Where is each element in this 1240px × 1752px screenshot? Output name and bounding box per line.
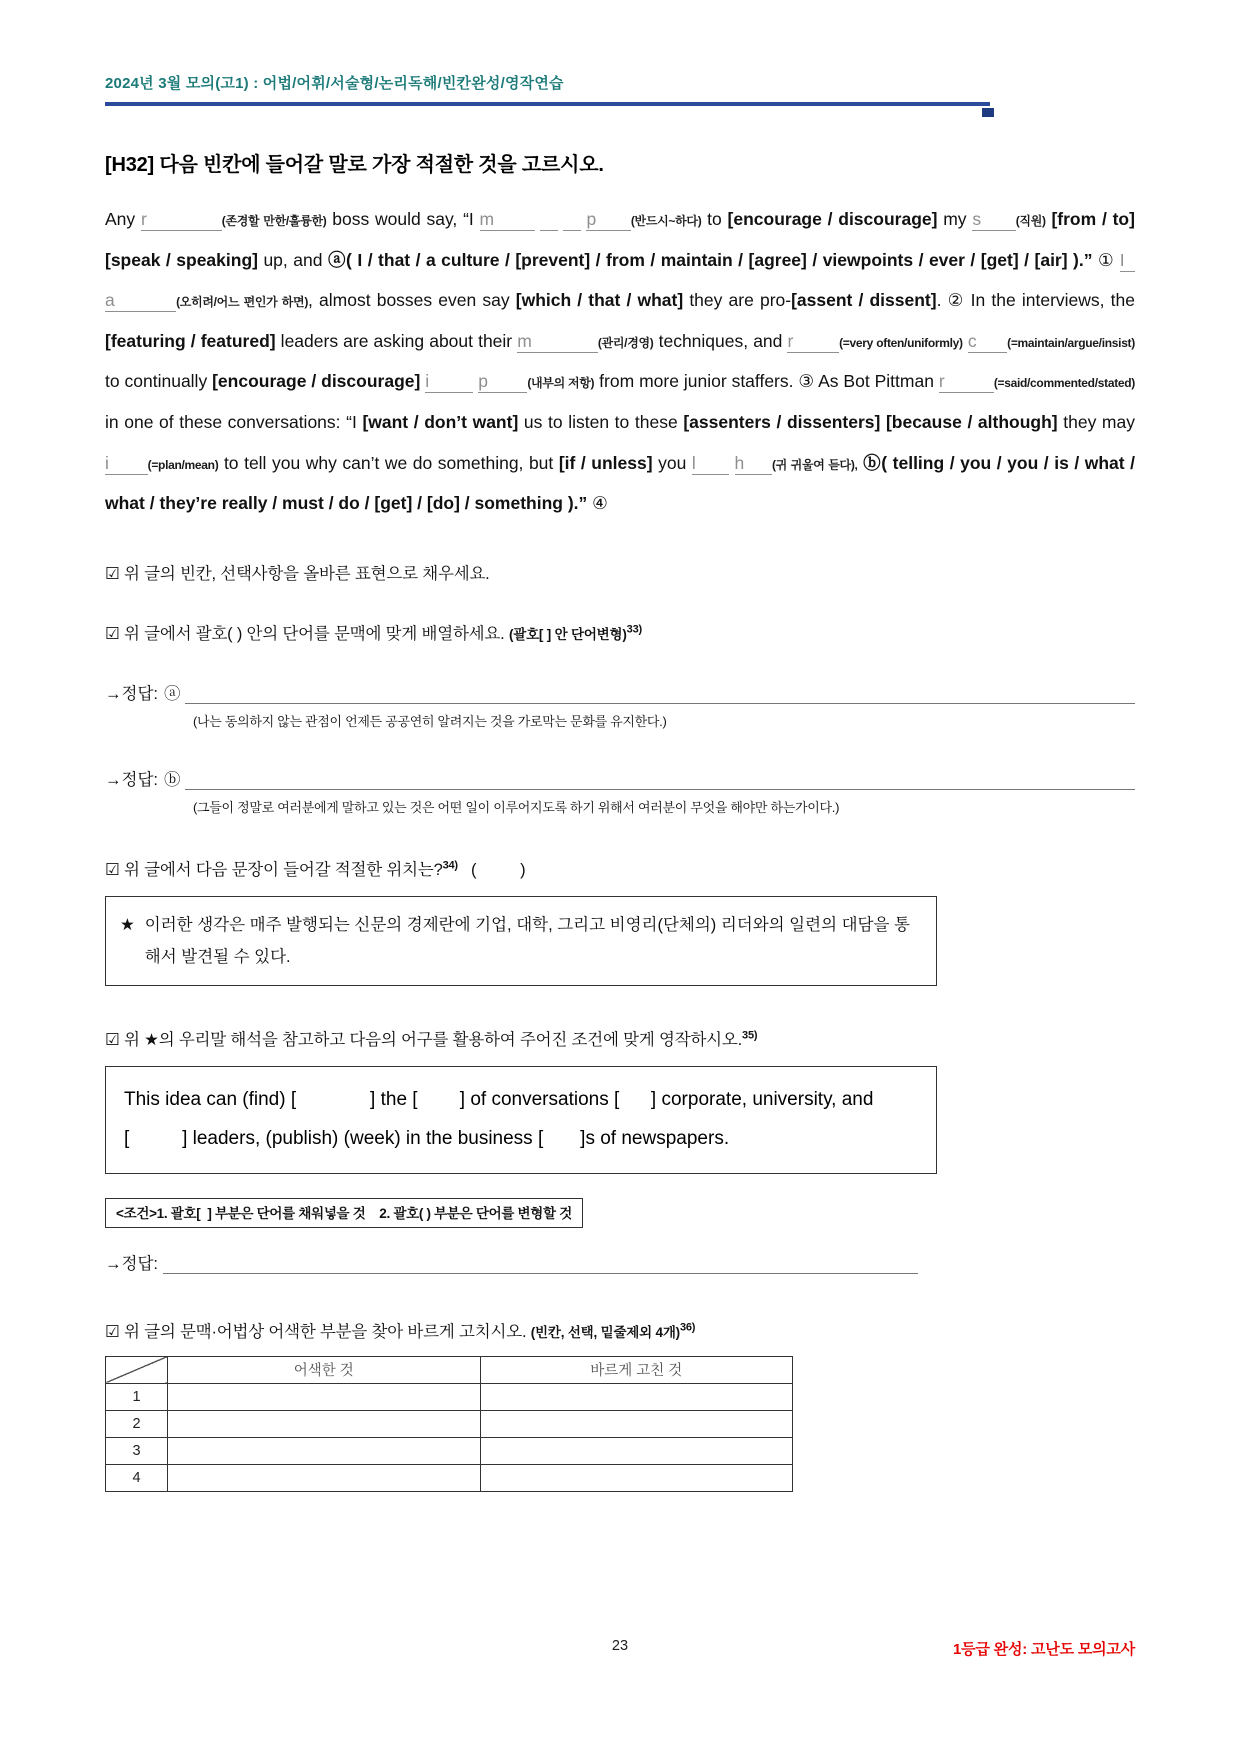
table-row-4 — [106, 1464, 793, 1491]
text-run: they may — [1057, 411, 1135, 432]
table-corner-cell — [106, 1356, 168, 1383]
wrong-cell-3[interactable] — [168, 1437, 481, 1464]
text-run: boss would say, “I — [326, 209, 480, 229]
answer-fill-line-a[interactable] — [185, 685, 1135, 704]
answer-marker-b: ⓑ — [163, 770, 181, 789]
text-run: to — [701, 209, 728, 229]
text-run: my — [937, 209, 973, 229]
wrong-cell-2[interactable] — [168, 1410, 481, 1437]
header-rule-line — [105, 102, 990, 106]
hint-korean: (직원) — [1015, 214, 1046, 228]
text-run — [729, 453, 735, 473]
blank-underline[interactable]: p — [586, 209, 631, 229]
text-run: ) — [520, 860, 526, 879]
choice-options: [encourage / discourage] — [727, 209, 938, 229]
text-run: ☑ 위 글에서 괄호( ) 안의 단어를 문맥에 맞게 배열하세요. — [105, 624, 509, 643]
footnote-number: 34) — [442, 859, 458, 872]
task-correction — [105, 1318, 1135, 1342]
footnote-number: 36) — [679, 1321, 696, 1334]
footnote-number: 35) — [742, 1029, 758, 1042]
row-number: 2 — [106, 1410, 168, 1437]
answer-marker-a: ⓐ — [163, 684, 181, 703]
page-number: 23 — [611, 1638, 629, 1654]
choice-options: [if / unless] — [558, 452, 653, 473]
footnote-number: 33) — [626, 623, 642, 636]
footer-brand: 1등급 완성: 고난도 모의고사 — [952, 1641, 1135, 1658]
table-row-2 — [106, 1410, 793, 1437]
text-run: ☑ 위 글에서 다음 문장이 들어갈 적절한 위치는? — [105, 860, 443, 879]
blank-underline[interactable] — [540, 209, 557, 231]
text-run: they are pro- — [683, 290, 792, 311]
text-run: from more junior staffers. ③ As Bot Pittman — [594, 371, 939, 392]
text-run: in one of these conversations: “I — [105, 411, 363, 432]
row-number: 1 — [106, 1383, 168, 1410]
fixed-cell-3[interactable] — [480, 1437, 793, 1464]
text-run: ☑ 위 글의 문맥·어법상 어색한 부분을 찾아 바르게 고치시오. — [105, 1322, 531, 1341]
fixed-cell-1[interactable] — [480, 1383, 793, 1410]
header-divider — [105, 102, 1135, 116]
task-arrange-words — [105, 620, 1135, 644]
blank-underline[interactable]: r — [140, 209, 222, 229]
header-rule-square — [982, 108, 994, 117]
blank-underline[interactable]: c — [967, 330, 1008, 351]
answer-label: →정답: — [105, 1254, 158, 1273]
text-run: to tell you why can’t we do something, but — [218, 452, 559, 473]
text-run: , almost bosses even say — [308, 290, 516, 311]
blank-underline[interactable]: a — [105, 290, 177, 311]
blank-underline[interactable]: l — [691, 452, 729, 473]
answer-fill-line-b[interactable] — [185, 771, 1135, 790]
choice-options: ⓐ( I / that / a culture / [prevent] / from / maintain / [agree] / viewpoints / ever / [get] / [air] ).” — [327, 249, 1093, 270]
blank-underline[interactable]: h — [734, 452, 772, 473]
blank-underline[interactable]: r — [938, 371, 994, 392]
text-run: you — [652, 452, 692, 473]
choice-options: [assenters / dissenters] — [683, 411, 881, 432]
choice-options: [assent / dissent] — [791, 290, 937, 311]
table-row-3 — [106, 1437, 793, 1464]
correction-table — [105, 1356, 793, 1492]
choice-options: [from / to] — [1051, 209, 1135, 229]
table-header-fixed: 바르게 고친 것 — [480, 1356, 793, 1383]
row-number: 4 — [106, 1464, 168, 1491]
text-run: techniques, and — [653, 330, 788, 351]
wrong-cell-1[interactable] — [168, 1383, 481, 1410]
passage — [105, 199, 1135, 524]
text-run: ☑ 위 글의 빈칸, 선택사항을 올바른 표현으로 채우세요. — [105, 564, 490, 583]
table-row-1 — [106, 1383, 793, 1410]
star-icon: ★ — [120, 915, 135, 934]
page-footer — [105, 1638, 1135, 1660]
hint-korean: (관리/경영) — [597, 335, 654, 350]
star-sentence-text: 이러한 생각은 매주 발행되는 신문의 경제란에 기업, 대학, 그리고 비영리(단체의) 리더와의 일련의 대담을 통해서 발견될 수 있다. — [144, 915, 910, 966]
blank-underline[interactable]: i — [425, 371, 474, 392]
blank-underline[interactable]: m — [479, 209, 535, 229]
blank-underline[interactable]: m — [517, 330, 598, 351]
blank-underline[interactable]: p — [478, 371, 528, 392]
text-run: up, and — [257, 249, 328, 270]
answer-a-translation: (나는 동의하지 않는 관점이 언제든 공공연히 알려지는 것을 가로막는 문화를 유지한다.) — [193, 713, 667, 729]
text-run: ① — [1092, 249, 1120, 270]
choice-options: [featuring / featured] — [105, 330, 276, 351]
text-run: ④ — [587, 493, 608, 514]
choice-options: [which / that / what] — [515, 290, 684, 311]
row-number: 3 — [106, 1437, 168, 1464]
hint-korean: (귀 귀울여 듣다), — [771, 457, 858, 472]
hint-korean: (=said/commented/stated) — [993, 376, 1135, 391]
writing-prompt-box[interactable]: This idea can (find) [ ] the [ ] of conversations [ ] corporate, university, and [ ] leaders, (publish) (week) in the business [ ]s of newspapers. — [105, 1066, 937, 1174]
note-small: (빈칸, 선택, 밑줄제외 4개) — [530, 1324, 680, 1340]
blank-underline[interactable]: r — [787, 330, 840, 351]
hint-korean: (오히려/어느 편인가 하면) — [176, 295, 309, 310]
table-header-wrong: 어색한 것 — [168, 1356, 481, 1383]
wrong-cell-4[interactable] — [168, 1464, 481, 1491]
choice-options: [speak / speaking] — [105, 249, 258, 270]
hint-korean: (반드시~하다) — [630, 214, 702, 228]
answer-label: →정답: — [105, 770, 158, 789]
text-run: to continually — [105, 371, 213, 392]
text-run — [458, 861, 471, 879]
choice-options: [because / although] — [885, 411, 1058, 432]
hint-korean: (내부의 저항) — [527, 376, 595, 391]
text-run: us to listen to these — [518, 411, 684, 432]
hint-korean: (=maintain/argue/insist) — [1007, 335, 1135, 350]
blank-underline[interactable] — [563, 209, 580, 231]
answer-row-writing — [105, 1250, 1135, 1274]
star-sentence-box — [105, 896, 937, 986]
fixed-cell-2[interactable] — [480, 1410, 793, 1437]
choice-options: [encourage / discourage] — [212, 371, 421, 392]
text-run: ( — [471, 860, 521, 879]
choice-options: [want / don’t want] — [362, 411, 519, 432]
hint-korean: (=very often/uniformly) — [839, 335, 963, 350]
text-run: Any — [105, 209, 141, 229]
table-header-row — [106, 1356, 793, 1383]
header-course-title: 2024년 3월 모의(고1) : 어법/어휘/서술형/논리독해/빈칸완성/영작연습 — [105, 75, 564, 92]
answer-label: →정답: — [105, 684, 158, 703]
fixed-cell-4[interactable] — [480, 1464, 793, 1491]
task-fill-blanks — [105, 560, 1135, 584]
blank-underline[interactable]: i — [105, 452, 148, 473]
hint-korean: (존경할 만한/훌륭한) — [221, 214, 327, 228]
blank-underline[interactable]: I — [1119, 249, 1135, 270]
condition-box: <조건>1. 괄호[ ] 부분은 단어를 채워넣을 것 2. 괄호( ) 부분은 단어를 변형할 것 — [105, 1198, 583, 1228]
blank-underline[interactable]: s — [972, 209, 1016, 229]
note-small: (괄호[ ] 안 단어변형) — [508, 626, 627, 642]
answer-row-b — [105, 766, 1135, 790]
choice-options: ⓑ( telling / you / you / is / what / what / they’re really / must / do / [get] / [do] / something ).” — [105, 452, 1136, 514]
answer-row-a — [105, 680, 1135, 704]
hint-korean: (=plan/mean) — [147, 457, 219, 472]
text-run: ☑ 위 ★의 우리말 해석을 참고하고 다음의 어구를 활용하여 주어진 조건에 맞게 영작하시오. — [105, 1031, 743, 1050]
answer-fill-line-writing[interactable] — [163, 1255, 918, 1274]
text-run: . ② In the interviews, the — [936, 290, 1135, 311]
task-sentence-position — [105, 856, 1135, 880]
text-run: leaders are asking about their — [275, 330, 518, 351]
answer-b-translation: (그들이 정말로 여러분에게 말하고 있는 것은 어떤 일이 이루어지도록 하기 위해서 여러분이 무엇을 해야만 하는가이다.) — [193, 799, 840, 815]
task-writing — [105, 1026, 1135, 1050]
question-heading: [H32] 다음 빈칸에 들어갈 말로 가장 적절한 것을 고르시오. — [105, 154, 604, 176]
